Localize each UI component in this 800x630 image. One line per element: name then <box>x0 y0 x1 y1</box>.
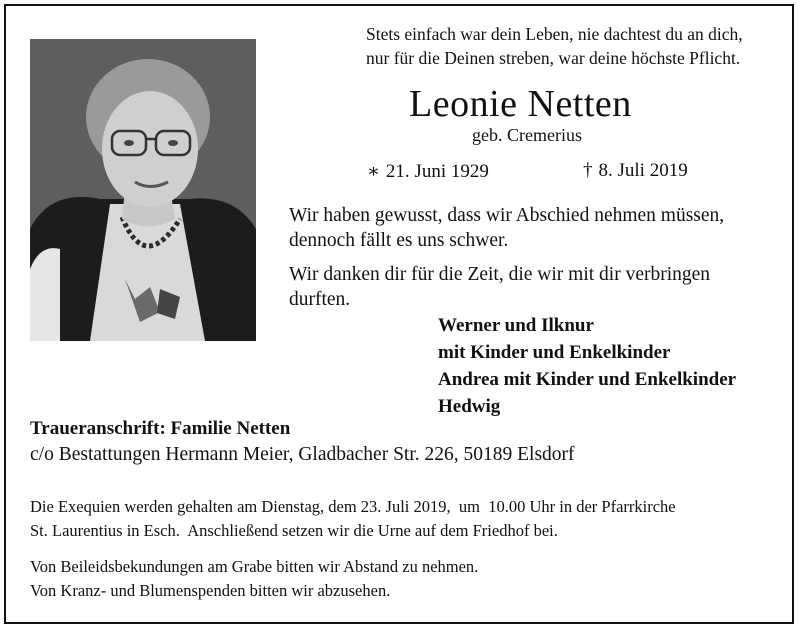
birth-date-line <box>367 160 489 183</box>
mourner-line: Andrea mit Kinder und Enkelkinder <box>438 369 737 390</box>
deceased-name: Leonie Netten <box>409 83 632 125</box>
mourners-list <box>438 312 736 420</box>
farewell-paragraph <box>289 203 724 253</box>
exequies-line: Die Exequien werden gehalten am Dienstag, dem 23. Juli 2019, um 10.00 Uhr in der Pfarrkirche <box>30 497 676 516</box>
thanks-paragraph <box>289 262 710 312</box>
mourner-line: mit Kinder und Enkelkinder <box>438 342 671 363</box>
portrait-photo <box>30 39 256 341</box>
condolence-line: Von Kranz- und Blumenspenden bitten wir abzusehen. <box>30 581 391 600</box>
death-cross-icon: † <box>583 160 593 181</box>
birth-star-icon: ∗ <box>367 161 380 182</box>
paragraph-line: Wir danken dir für die Zeit, die wir mit dir verbringen <box>289 264 711 285</box>
exequies-info <box>30 495 676 543</box>
death-date-line <box>583 160 688 182</box>
address-title: Traueranschrift: Familie Netten <box>30 418 291 439</box>
exequies-line: St. Laurentius in Esch. Anschließend setzen wir die Urne auf dem Friedhof bei. <box>30 521 558 540</box>
poem-line: nur für die Deinen streben, war deine höchste Pflicht. <box>366 48 741 68</box>
paragraph-line: dennoch fällt es uns schwer. <box>289 230 509 251</box>
condolence-notes <box>30 555 478 603</box>
birth-name: geb. Cremerius <box>472 125 582 145</box>
poem-line: Stets einfach war dein Leben, nie dachtest du an dich, <box>366 24 743 44</box>
death-date: 8. Juli 2019 <box>598 160 688 181</box>
birth-date: 21. Juni 1929 <box>385 161 489 182</box>
condolence-line: Von Beileidsbekundungen am Grabe bitten wir Abstand zu nehmen. <box>30 557 479 576</box>
address-line: c/o Bestattungen Hermann Meier, Gladbacher Str. 226, 50189 Elsdorf <box>30 444 575 465</box>
paragraph-line: durften. <box>289 289 351 310</box>
mourner-line: Hedwig <box>438 396 501 417</box>
memorial-poem <box>366 22 743 70</box>
paragraph-line: Wir haben gewusst, dass wir Abschied nehmen müssen, <box>289 205 725 226</box>
mourner-line: Werner und Ilknur <box>438 315 594 336</box>
